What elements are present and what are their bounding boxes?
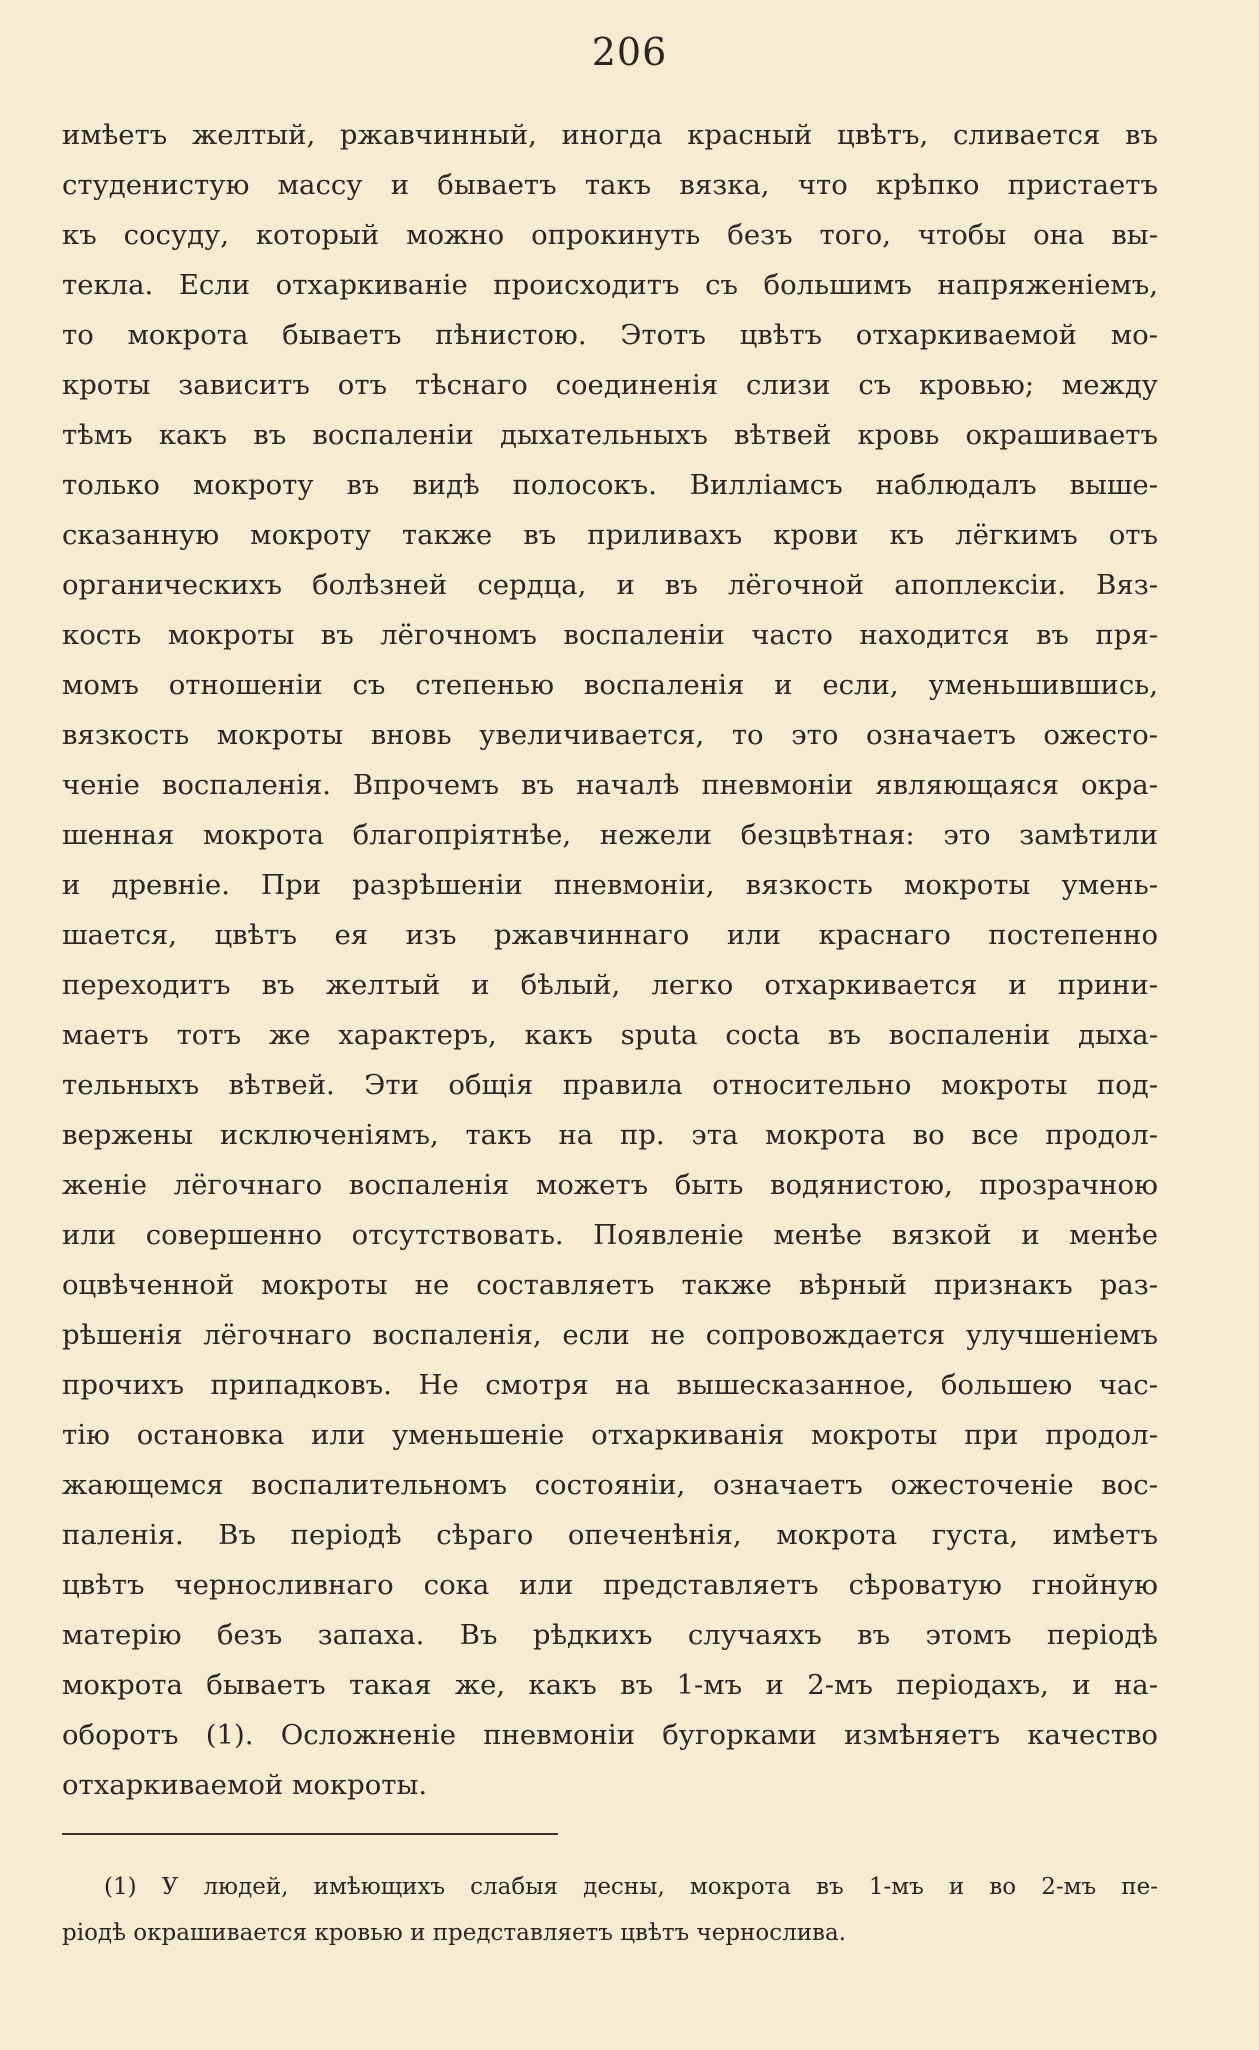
text-line: оцвѣченной мокроты не составляетъ также вѣрный признакъ раз- (62, 1269, 1158, 1301)
text-line: или совершенно отсутствовать. Появленіе менѣе вязкой и менѣе (62, 1219, 1158, 1251)
text-line: ченіе воспаленія. Впрочемъ въ началѣ пневмоніи являющаяся окра- (62, 769, 1158, 801)
footnote (62, 1864, 1158, 1956)
text-line: тѣмъ какъ въ воспаленіи дыхательныхъ вѣтвей кровь окрашиваетъ (62, 419, 1158, 451)
text-line: жающемся воспалительномъ состояніи, означаетъ ожесточеніе вос- (62, 1469, 1158, 1501)
page-number: 206 (591, 30, 668, 74)
footnote-line-last: ріодѣ окрашивается кровью и представляетъ цвѣтъ чернослива. (62, 1920, 847, 1946)
text-line: текла. Если отхаркиваніе происходитъ съ большимъ напряженіемъ, (62, 269, 1158, 301)
text-line: мокрота бываетъ такая же, какъ въ 1-мъ и 2-мъ періодахъ, и на- (62, 1669, 1158, 1701)
footnote-divider (62, 1833, 558, 1835)
text-line: только мокроту въ видѣ полосокъ. Вилліамсъ наблюдалъ выше- (62, 469, 1158, 501)
text-line: шенная мокрота благопріятнѣе, нежели безцвѣтная: это замѣтили (62, 819, 1158, 851)
text-line: имѣетъ желтый, ржавчинный, иногда красный цвѣтъ, сливается въ (62, 119, 1158, 151)
text-line: къ сосуду, который можно опрокинуть безъ того, чтобы она вы- (62, 219, 1158, 251)
text-line: органическихъ болѣзней сердца, и въ лёгочной апоплексіи. Вяз- (62, 569, 1158, 601)
text-line: шается, цвѣтъ ея изъ ржавчиннаго или краснаго постепенно (62, 919, 1158, 951)
text-line: момъ отношеніи съ степенью воспаленія и если, уменьшившись, (62, 669, 1158, 701)
text-line: маетъ тотъ же характеръ, какъ sputa cocta въ воспаленіи дыха- (62, 1019, 1158, 1051)
text-line: и древніе. При разрѣшеніи пневмоніи, вязкость мокроты умень- (62, 869, 1158, 901)
text-line: паленія. Въ періодѣ сѣраго опеченѣнія, мокрота густа, имѣетъ (62, 1519, 1158, 1551)
text-line: цвѣтъ черносливнаго сока или представляетъ сѣроватую гнойную (62, 1569, 1158, 1601)
text-line: вержены исключеніямъ, такъ на пр. эта мокрота во все продол- (62, 1119, 1158, 1151)
text-line: сказанную мокроту также въ приливахъ крови къ лёгкимъ отъ (62, 519, 1158, 551)
text-line: то мокрота бываетъ пѣнистою. Этотъ цвѣтъ отхаркиваемой мо- (62, 319, 1158, 351)
text-line: прочихъ припадковъ. Не смотря на вышесказанное, большею час- (62, 1369, 1158, 1401)
text-line: кость мокроты въ лёгочномъ воспаленіи часто находится въ пря- (62, 619, 1158, 651)
main-text (62, 110, 1158, 1810)
text-line: кроты зависитъ отъ тѣснаго соединенія слизи съ кровью; между (62, 369, 1158, 401)
text-line: оборотъ (1). Осложненіе пневмоніи бугорками измѣняетъ качество (62, 1719, 1158, 1751)
text-line: тію остановка или уменьшеніе отхаркиванія мокроты при продол- (62, 1419, 1158, 1451)
text-line: переходитъ въ желтый и бѣлый, легко отхаркивается и прини- (62, 969, 1158, 1001)
text-line: тельныхъ вѣтвей. Эти общія правила относительно мокроты под- (62, 1069, 1158, 1101)
text-line: вязкость мокроты вновь увеличивается, то это означаетъ ожесто- (62, 719, 1158, 751)
footnote-line: (1) У людей, имѣющихъ слабыя десны, мокрота въ 1-мъ и во 2-мъ пе- (104, 1874, 1158, 1900)
text-line-last: отхаркиваемой мокроты. (62, 1769, 428, 1801)
text-line: рѣшенія лёгочнаго воспаленія, если не сопровождается улучшеніемъ (62, 1319, 1158, 1351)
text-line: матерію безъ запаха. Въ рѣдкихъ случаяхъ въ этомъ періодѣ (62, 1619, 1158, 1651)
text-line: женіе лёгочнаго воспаленія можетъ быть водянистою, прозрачною (62, 1169, 1158, 1201)
text-line: студенистую массу и бываетъ такъ вязка, что крѣпко пристаетъ (62, 169, 1158, 201)
